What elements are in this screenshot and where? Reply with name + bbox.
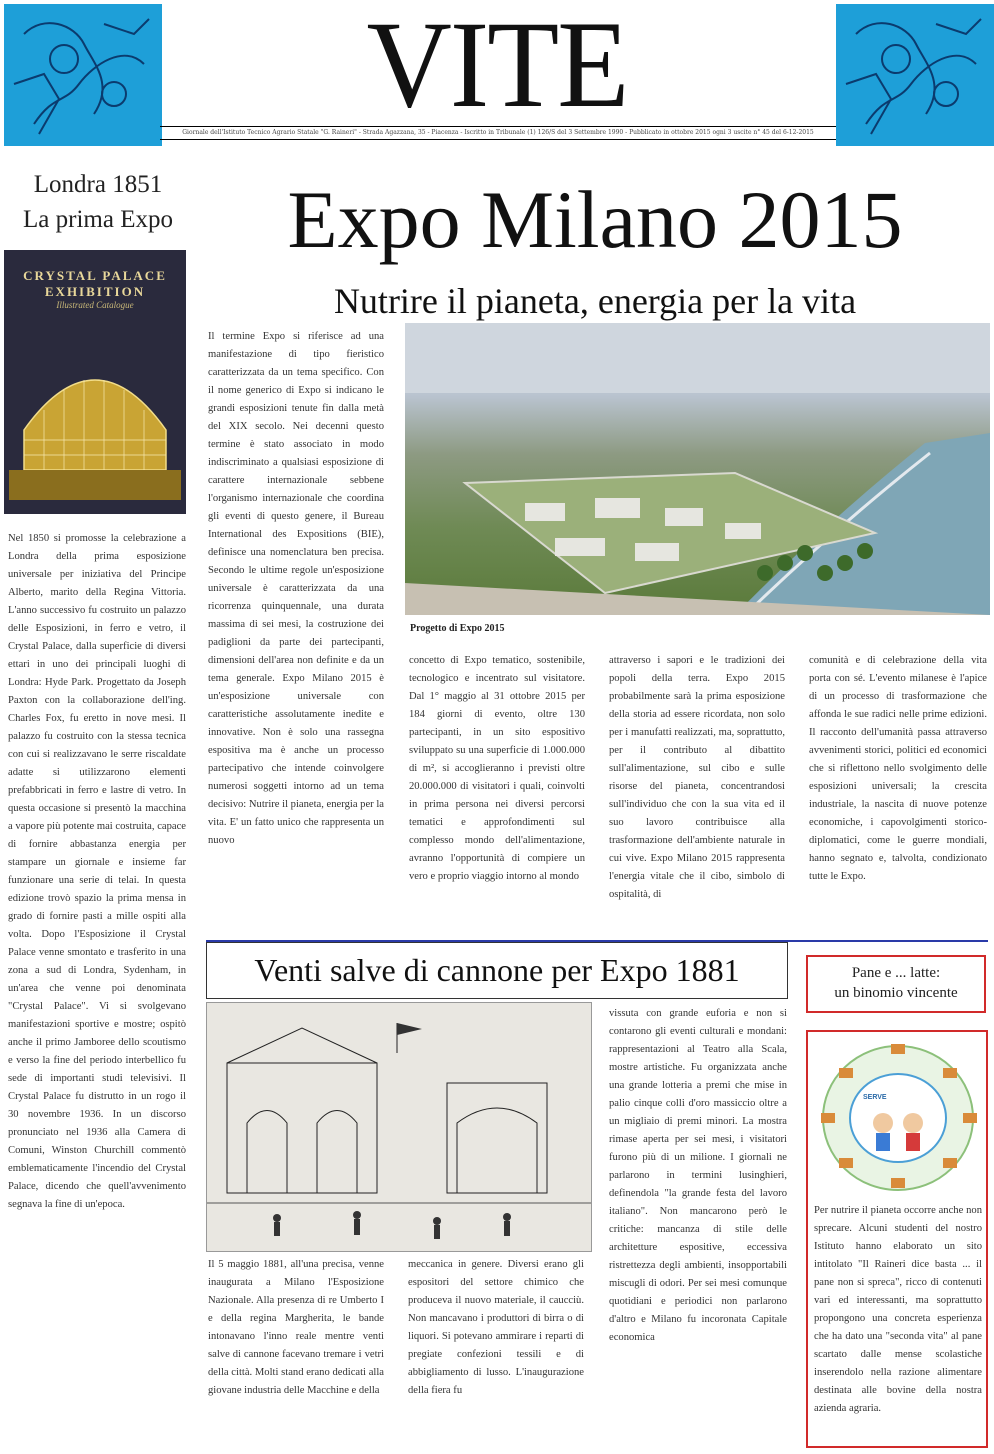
poster-title: CRYSTAL PALACE	[23, 268, 167, 283]
left-heading-2: La prima Expo	[23, 206, 173, 233]
left-column-body: Nel 1850 si promosse la celebrazione a Londra della prima esposizione universale per iniziativa del Principe Alberto, marito della Regina Vittoria. L'anno successivo fu costruito un palazzo delle Esposizioni, in ferro e vetro, il Crystal Palace, dalla superficie di diversi ettari in uno dei principali luoghi di Londra: Hyde Park. Progettato da Joseph Paxton con la collaborazione dell'ing. Charles Fox, fu eretto in nove mesi. Il palazzo fu costruito con la stessa tecnica con cui si realizzavano le serre riscaldate adatte si utilizzarono elementi prefabbricati in ferro e lastre di vetro. In questa occasione si presentò la macchina a vapore più potente mai costruita, capace di fornire abbastanza energia per stampare un giornale e insieme far funzionare una serie di telai. In questa edizione trovò spazio la prima mensa in grado di fornire pasti a mille ospiti alla volta. Dopo l'Esposizione il Crystal Palace venne smontato e trasferito in una zona a sud di Londra, Sydenham, in un'area che venne poi denominata "Crystal Palace". Vi si svolgevano manifestazioni sportive e mostre; ospitò anche il primo Jamboree dello scoutismo e verso la fine del periodo interbellico fu sede di importanti studi televisivi. Il Crystal Palace fu distrutto in un rogo il 30 novembre 1936. In un discorso pronunciato nel 1936 alla Camera di Comuni, Winston Churchill commentò emblematicamente l'incendio del Crystal Palace, dicendo che quell'avvenimento segnava la fine di un'epoca.	[8, 533, 186, 1210]
left-heading-1: Londra 1851	[33, 171, 163, 198]
expo1881-title: Venti salve di cannone per Expo 1881	[206, 942, 788, 999]
bread-cycle-diagram-icon	[813, 1038, 983, 1198]
sidebar-title-line1: Pane e ... latte:	[851, 965, 941, 981]
masthead-subline: Giornale dell'Istituto Tecnico Agrario Statale "G. Raineri" - Strada Agazzana, 35 - Piacenza - Iscritto in Tribunale (1) 126/S del 3 Settembre 1990 - Pubblicato in ottobre 2015 ogni 3 uscite n° 45 del 6-12-2015	[160, 126, 836, 140]
sidebar-title-box	[806, 955, 986, 1013]
poster-subtitle: EXHIBITION	[44, 284, 146, 299]
expo-text-col2: concetto di Expo tematico, sostenibile, tecnologico e incentrato sul visitatore. Dal 1° maggio al 31 ottobre 2015 per 184 giorni di evento, oltre 130 partecipanti, in un sito espositivo sviluppato su una superficie di 1.000.000 di m², si accoglieranno i previsti oltre 20.000.000 di visitatori i quali, coinvolti in prima persona nei diversi percorsi tematici e approfondimenti sul complesso mondo dell'alimentazione, avranno l'opportunità di compiere un vero e proprio viaggio intorno al mondo	[409, 655, 585, 882]
expo-subtitle: Nutrire il pianeta, energia per la vita	[333, 281, 857, 321]
expo-intro-text: Il termine Expo si riferisce ad una manifestazione di tipo fieristico caratterizzata da un tema specifico. Con il nome generico di Expo si indicano le grandi esposizioni tenute fin dalla metà del XIX secolo. Nei decenni questo termine è stato associato in modo indiscriminato a qualsiasi esposizione di carattere internazionale sebbene l'organismo internazionale che coordina gli eventi di questo genere, il Bureau International des Expositions (BIE), definisce una nomenclatura ben precisa. Secondo le ultime regole un'esposizione universale è caratterizzata da una ricorrenza quinquennale, una durata massima di sei mesi, la costruzione dei padiglioni da parte dei partecipanti, dimensioni dell'area non definite e da un tema generale. Expo Milano 2015 è un'esposizione universale con caratteristiche assolutamente inedite e innovative. Non è solo una rassegna espositiva ma è anche un processo partecipativo che intende coinvolgere numerosi soggetti intorno ad un tema decisivo: Nutrire il pianeta, energia per la vita. E' un fatto unico che rappresenta un nuovo	[208, 331, 384, 846]
sidebar-content-box	[806, 1030, 988, 1448]
expo1881-engraving	[206, 1002, 592, 1252]
expo-text-col3: attraverso i sapori e le tradizioni dei popoli della terra. Expo 2015 probabilmente sarà la prima esposizione della storia ad essere ricordata, non solo per i manufatti realizzati, ma, soprattutto, per il contributo al dibattito sull'alimentazione, sul cibo e sulle risorse del pianeta, concentrandosi sull'individuo che con la sua vita ed il suo lavoro contribuisce alla trasformazione dell'ambiente naturale in cui vive. Expo Milano 2015 rappresenta l'energia vitale che il cibo, simbolo di ospitalità, di	[609, 655, 785, 900]
diagram-label: SERVE	[863, 1094, 887, 1101]
crystal-palace-poster	[4, 250, 186, 514]
masthead-title: VITE	[366, 0, 628, 134]
aerial-view-icon	[405, 323, 990, 615]
poster-caption: Illustrated Catalogue	[56, 300, 134, 310]
crystal-palace-icon	[4, 320, 186, 514]
expo-site-photo	[405, 323, 990, 615]
expo1881-col3: vissuta con grande euforia e non si contarono gli eventi culturali e mondani: rappresentazioni al Teatro alla Scala, mostre artistiche. Fu organizzata anche una grande lotteria a premi che mise in palio cinque colli d'oro massiccio oltre a un migliaio di premi minori. La mostra rimase aperta per sei mesi, i visitatori furono più di un milione. I giornali ne parlarono in termini lusinghieri, definendola "la grande festa del lavoro italiano". Non mancarono però le critiche: mancanza di stile delle architetture espositive, eccessiva ristrettezza degli ambienti, insopportabili miscugli di odori. Per sei mesi comunque quotidiani e periodici non parlarono d'altro e Milano fu incoronata Capitale economica	[609, 1008, 787, 1343]
photo-caption: Progetto di Expo 2015	[410, 623, 505, 634]
expo-text-col4: comunità e di celebrazione della vita porta con sé. L'evento milanese è l'apice di un processo di trasformazione che affonda le sue radici nelle prime edizioni. Il racconto dell'umanità passa attraverso avvenimenti storici, politici ed economici che si riflettono nello svolgimento delle esposizioni universali; la crescita industriale, la nascita di nuove potenze economiche, i capovolgimenti storico-diplomatici, come le guerre mondiali, hanno segnato e, talvolta, condizionato tutte le Expo.	[809, 655, 987, 882]
sidebar-title-line2: un binomio vincente	[834, 985, 958, 1001]
expo-title: Expo Milano 2015	[287, 174, 903, 265]
sidebar-body-text: Per nutrire il pianeta occorre anche non sprecare. Alcuni studenti del nostro Istituto hanno elaborato un sito intitolato "Il Raineri dice basta ... il pane non si spreca", ricco di contenuti vari ed interessanti, ma soprattutto propongono una concreta esperienza che ha dato una "seconda vita" al pane scartato dalle mense scolastiche inserendolo nella razione alimentare destinata alle bovine della nostra azienda agraria.	[814, 1205, 982, 1414]
expo1881-col2: meccanica in genere. Diversi erano gli espositori del settore chimico che produceva il nuovo materiale, il caucciù. Non mancavano i produttori di birra o di liquori. Si potevano ammirare i reparti di pregiate confezioni tessili e di abbigliamento di lusso. L'inaugurazione della fiera fu	[408, 1259, 584, 1396]
expo1881-col1: Il 5 maggio 1881, all'una precisa, venne inaugurata a Milano l'Esposizione Nazionale. Alla presenza di re Umberto I e della regina Margherita, le bande intonavano l'inno reale mentre venti salve di cannone facevano tremare i vetri della città. Molti stand erano dedicati alla giovane industria delle Macchine e della	[208, 1259, 384, 1396]
pavilion-icon	[207, 1003, 591, 1251]
